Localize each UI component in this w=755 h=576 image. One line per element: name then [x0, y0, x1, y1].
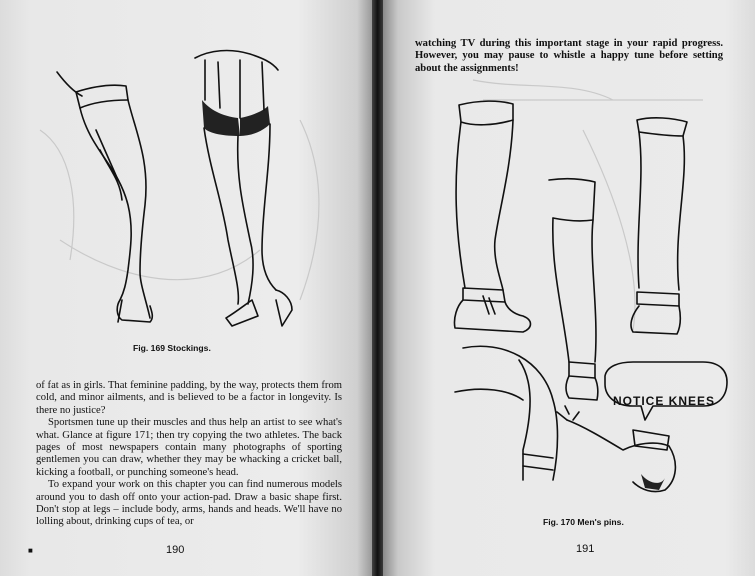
paragraph: watching TV during this important stage in your rapid progress. However, you may pause to whistle a happy tune before setting about the assignments! [415, 38, 723, 74]
page-number-right: 191 [576, 543, 595, 555]
figure-caption-169: Fig. 169 Stockings. [133, 343, 211, 353]
page-marker: ■ [28, 546, 33, 555]
right-page [383, 0, 755, 576]
paragraph: To expand your work on this chapter you can find numerous models around you to dash off onto your action-pad. Draw a basic shape first. Don't stop at legs – include body, arms, hands and heads. We'll have no lolling about, drinking cups of tea, or [36, 479, 342, 528]
figure-caption-170: Fig. 170 Men's pins. [543, 517, 624, 527]
mens-legs-illustration [383, 70, 755, 510]
paragraph: of fat as in girls. That feminine padding, by the way, protects them from cold, and minor ailments, and is believed to be a factor in longevity. Is there no justice? [36, 380, 342, 416]
paragraph: Sportsmen tune up their muscles and thus help an artist to see what's what. Glance at figure 171; then try copying the two athletes. The back pages of most newspapers contain many photographs of sporting gentlemen you can draw, whether they may be whacking a cricket ball, kicking a football, or punching someone's head. [36, 417, 342, 478]
stockings-illustration [0, 0, 372, 340]
left-page [0, 0, 372, 576]
book-gutter [372, 0, 383, 576]
left-body-text [36, 380, 342, 529]
page-number-left: 190 [166, 544, 185, 556]
speech-bubble-text: NOTICE KNEES [613, 394, 716, 408]
